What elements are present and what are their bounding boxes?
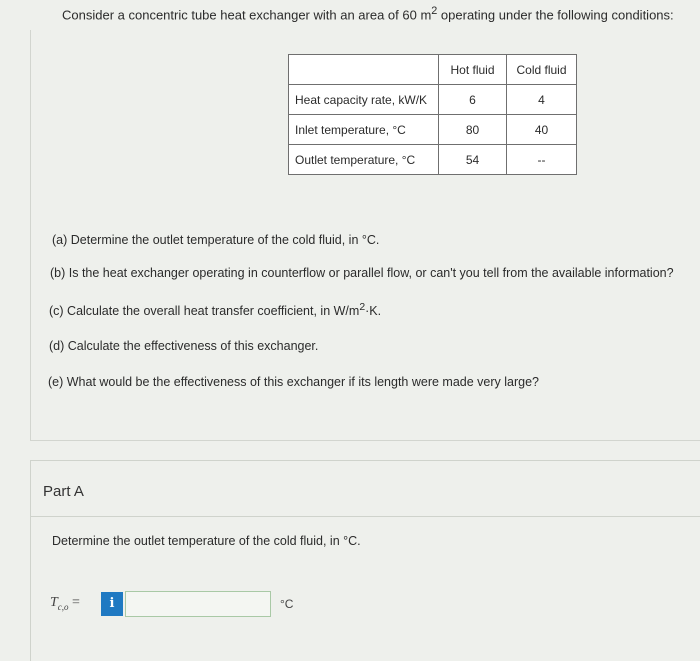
intro-superscript: 2 [431,5,438,17]
question-b: (b) Is the heat exchanger operating in counterflow or parallel flow, or can't you tell from the available information? [50,266,674,280]
answer-subscript: c,o [57,601,69,612]
row-label-outlet-temp: Outlet temperature, °C [289,145,439,175]
answer-label [50,595,80,612]
question-a: (a) Determine the outlet temperature of the cold fluid, in °C. [52,233,380,247]
hot-fluid-header: Hot fluid [439,55,507,85]
hot-inlet-temp: 80 [439,115,507,145]
part-a-header[interactable] [31,461,700,517]
question-c-text-end: ·K. [365,304,382,319]
row-label-heat-capacity: Heat capacity rate, kW/K [289,85,439,115]
cold-fluid-header: Cold fluid [507,55,577,85]
table-corner-cell [289,55,439,85]
answer-equals: = [72,595,80,610]
cold-outlet-temp-input[interactable] [125,591,271,617]
row-label-inlet-temp: Inlet temperature, °C [289,115,439,145]
hot-outlet-temp: 54 [439,145,507,175]
cold-outlet-temp: -- [507,145,577,175]
part-a-title: Part A [43,483,84,500]
question-c [49,302,381,318]
table-row [289,115,577,145]
table-row [289,85,577,115]
part-a-section [30,460,700,661]
unit-label: °C [280,597,294,611]
cold-heat-capacity: 4 [507,85,577,115]
table-row [289,145,577,175]
question-c-text: (c) Calculate the overall heat transfer coefficient, in W/m [49,304,360,319]
part-a-question: Determine the outlet temperature of the cold fluid, in °C. [52,534,361,548]
hot-heat-capacity: 6 [439,85,507,115]
question-d: (d) Calculate the effectiveness of this exchanger. [49,339,319,353]
question-e: (e) What would be the effectiveness of this exchanger if its length were made very large? [48,375,539,389]
info-icon[interactable]: i [101,592,123,616]
conditions-table [288,54,577,175]
intro-text: Consider a concentric tube heat exchanger with an area of 60 m [62,7,432,23]
intro-text-end: operating under the following conditions: [437,7,674,23]
answer-symbol: T [50,595,58,610]
problem-intro [62,5,674,22]
table-header-row [289,55,577,85]
cold-inlet-temp: 40 [507,115,577,145]
question-c-superscript: 2 [359,302,366,313]
